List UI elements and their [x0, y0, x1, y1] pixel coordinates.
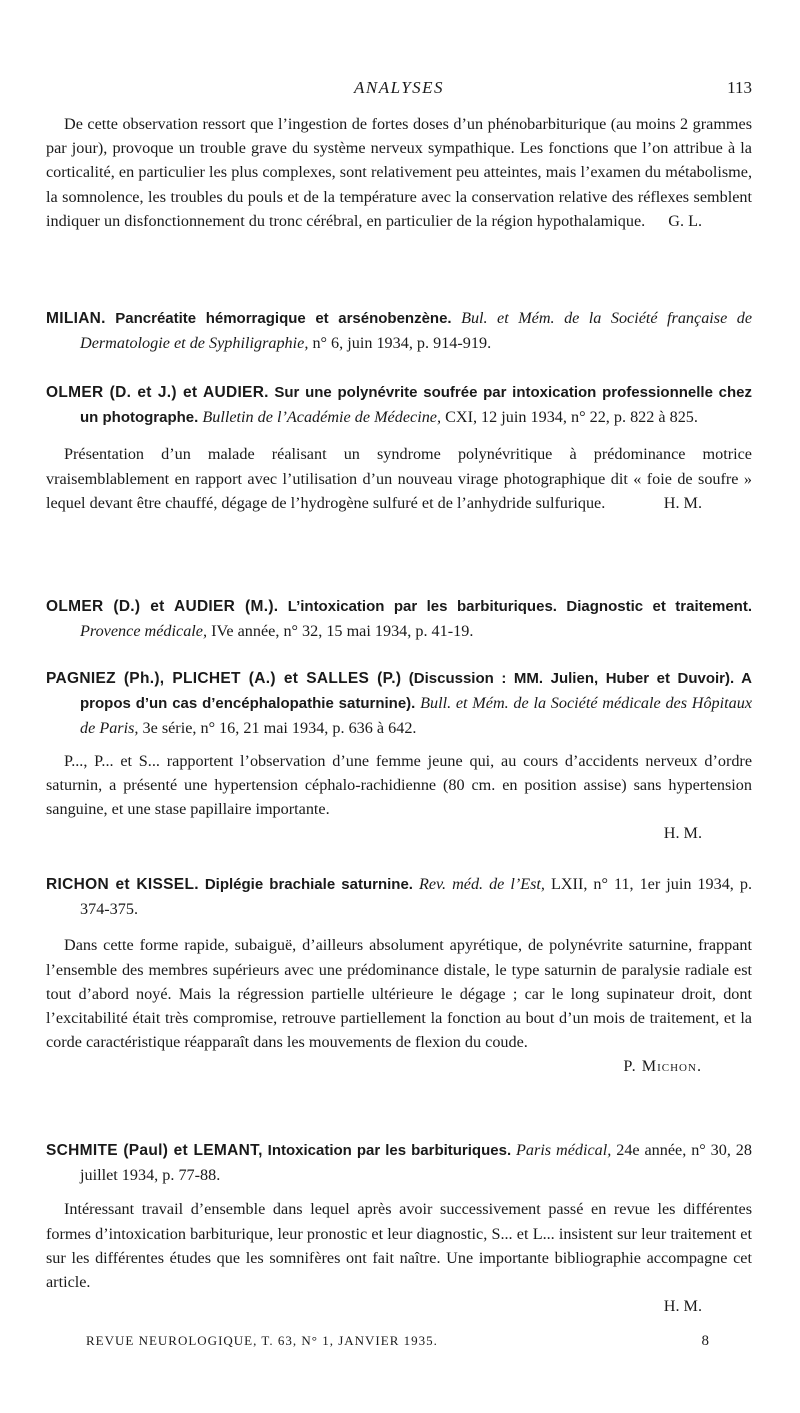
authors: PAGNIEZ (Ph.), PLICHET (A.) et SALLES (P.)	[46, 670, 402, 687]
abstract: Intéressant travail d’ensemble dans lequel après avoir successivement passé en revue les différentes formes d’intoxication barbiturique, leur pronostic et leur diagnostic, S... et L... insistent sur leur traitement et sur les différentes études que les somnifères ont fait naître. Une importante bibliographie accompagne cet article.	[46, 1200, 752, 1292]
journal: Provence médicale,	[80, 622, 208, 641]
citation-details: 24e année, n° 30, 28 juillet 1934, p. 77-88.	[80, 1141, 752, 1185]
entry-schmite-lemant	[46, 1138, 752, 1318]
citation-details: CXI, 12 juin 1934, n° 22, p. 822 à 825.	[445, 408, 698, 427]
reference	[46, 872, 752, 921]
intro-signature: G. L.	[668, 212, 702, 231]
entry-richon-kissel	[46, 872, 752, 1079]
signature: H. M.	[663, 824, 702, 843]
entry-olmer-audier-1	[46, 380, 752, 515]
article-title: Intoxication par les barbituriques.	[267, 1142, 512, 1159]
citation-details: 3e série, n° 16, 21 mai 1934, p. 636 à 642.	[142, 719, 417, 738]
abstract: P..., P... et S... rapportent l’observation d’une femme jeune qui, au cours d’accidents nerveux d’ordre saturnin, a présenté une hypertension céphalo-rachidienne (80 cm. en position assise) sans hypertension sanguine, et une stase papillaire importante.	[46, 751, 752, 819]
article-title: L’intoxication par les barbituriques. Diagnostic et traitement.	[287, 598, 752, 615]
abstract: Dans cette forme rapide, subaiguë, d’ailleurs absolument apyrétique, de polynévrite saturnine, frappant l’ensemble des membres supérieurs avec une prédominance distale, le type saturnin de paralysie radiale est tout d’abord noyé. Mais la régression partielle ultérieure le dégage ; car le long supinateur droit, dont l’excitabilité était très compromise, retrouve partiellement la fonction au bout d’un mois de traitement, et la corde caractéristique réapparaît dans les mouvements de flexion du coude.	[46, 936, 752, 1052]
page-header	[46, 78, 752, 100]
citation-details: LXII, n° 11, 1er juin 1934, p. 374-375.	[80, 875, 752, 919]
citation-details: IVe année, n° 32, 15 mai 1934, p. 41-19.	[211, 622, 474, 641]
page-footer	[86, 1333, 710, 1355]
entry-pagniez	[46, 666, 752, 845]
article-title: Pancréatite hémorragique et arsénobenzène.	[115, 310, 452, 327]
journal-source: REVUE NEUROLOGIQUE, T. 63, N° 1, JANVIER 1935.	[86, 1333, 438, 1348]
abstract: Présentation d’un malade réalisant un syndrome polynévritique à prédominance motrice vraisemblablement en rapport avec l’utilisation d’un nouveau virage photographique dit « foie de soufre » lequel devant être chauffé, dégage de l’hydrogène sulfuré et de l’anhydride sulfurique.	[46, 445, 752, 512]
authors: OLMER (D. et J.) et AUDIER.	[46, 384, 269, 401]
reference	[46, 594, 752, 643]
journal: Bul. et Mém. de la Société française de Dermatologie et de Syphiligraphie,	[80, 309, 753, 353]
reference	[46, 1138, 752, 1187]
reference	[46, 306, 752, 355]
citation-details: n° 6, juin 1934, p. 914-919.	[312, 334, 492, 353]
article-title: (Discussion : MM. Julien, Huber et Duvoir). A propos d’un cas d’encéphalopathie saturnine).	[80, 670, 753, 713]
authors: SCHMITE (Paul) et LEMANT,	[46, 1142, 263, 1159]
authors: RICHON et KISSEL.	[46, 876, 199, 893]
authors: OLMER (D.) et AUDIER (M.).	[46, 598, 279, 615]
signature: P. Michon.	[623, 1057, 702, 1076]
intro-section	[46, 112, 752, 233]
intro-paragraph: De cette observation ressort que l’ingestion de fortes doses d’un phénobarbiturique (au moins 2 grammes par jour), provoque un trouble grave du système nerveux sympathique. Les fonctions que l’on attribue à la corticalité, en particulier les plus complexes, sont relativement peu atteintes, mais l’examen du métabolisme, la somnolence, les troubles du pouls et de la température avec la conservation relative des réflexes semblent indiquer un disfonctionnement du tronc cérébral, en particulier de la région hypothalamique.	[46, 115, 752, 230]
article-title: Sur une polynévrite soufrée par intoxication professionnelle chez un photographe.	[80, 384, 752, 427]
entry-olmer-audier-2	[46, 594, 752, 643]
journal: Rev. méd. de l’Est,	[418, 875, 545, 893]
journal: Bulletin de l’Académie de Médecine,	[202, 408, 442, 427]
page-number: 113	[727, 78, 752, 97]
running-title: ANALYSES	[353, 78, 445, 97]
reference	[46, 380, 752, 430]
reference	[46, 666, 752, 741]
signature-mark: 8	[701, 1333, 710, 1349]
journal: Bull. et Mém. de la Société médicale des Hôpitaux de Paris,	[80, 694, 753, 738]
authors: MILIAN.	[46, 310, 106, 327]
signature: H. M.	[663, 494, 702, 513]
article-title: Diplégie brachiale saturnine.	[204, 876, 413, 893]
entry-milian	[46, 306, 752, 355]
journal: Paris médical,	[516, 1141, 612, 1159]
signature: H. M.	[663, 1297, 702, 1316]
